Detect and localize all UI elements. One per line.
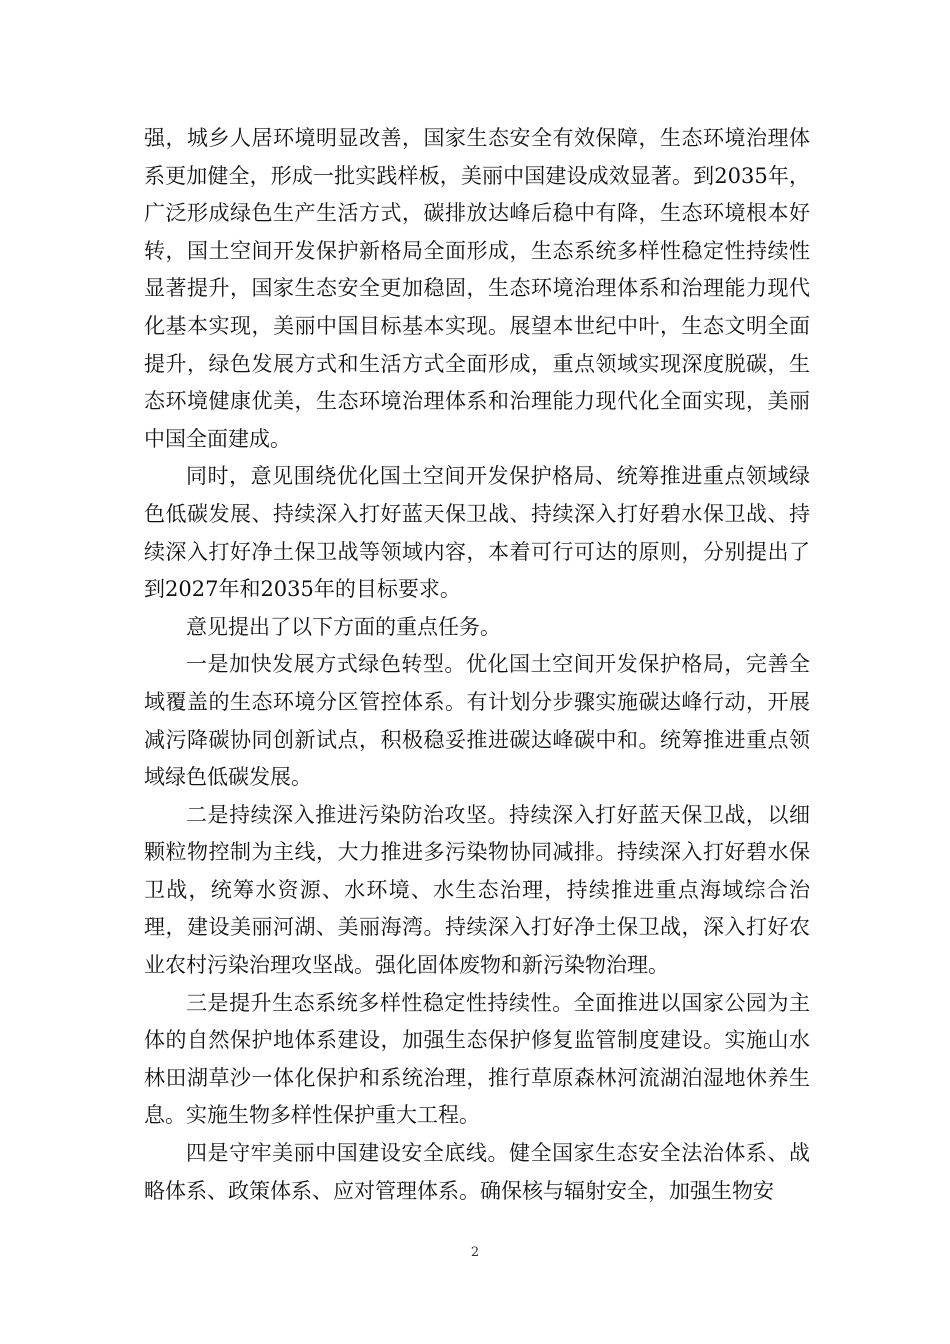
document-body: [144, 120, 810, 1210]
paragraph-4: 一是加快发展方式绿色转型。优化国土空间开发保护格局，完善全域覆盖的生态环境分区管控体系。有计划分步骤实施碳达峰行动，开展减污降碳协同创新试点，积极稳妥推进碳达峰碳中和。统筹推进重点领域绿色低碳发展。: [144, 652, 810, 790]
page-number: 2: [470, 1245, 480, 1260]
paragraph-5: 二是持续深入推进污染防治攻坚。持续深入打好蓝天保卫战，以细颗粒物控制为主线，大力推进多污染物协同减排。持续深入打好碧水保卫战，统筹水资源、水环境、水生态治理，持续推进重点海域综合治理，建设美丽河湖、美丽海湾。持续深入打好净土保卫战，深入打好农业农村污染治理攻坚战。强化固体废物和新污染物治理。: [144, 802, 810, 978]
paragraph-3: 意见提出了以下方面的重点任务。: [186, 614, 501, 639]
paragraph-1: 强，城乡人居环境明显改善，国家生态安全有效保障，生态环境治理体系更加健全，形成一批实践样板，美丽中国建设成效显著。到2035年，广泛形成绿色生产生活方式，碳排放达峰后稳中有降，生态环境根本好转，国土空间开发保护新格局全面形成，生态系统多样性稳定性持续性显著提升，国家生态安全更加稳固，生态环境治理体系和治理能力现代化基本实现，美丽中国目标基本实现。展望本世纪中叶，生态文明全面提升，绿色发展方式和生活方式全面形成，重点领域实现深度脱碳，生态环境健康优美，生态环境治理体系和治理能力现代化全面实现，美丽中国全面建成。: [144, 126, 810, 451]
paragraph-7: 四是守牢美丽中国建设安全底线。健全国家生态安全法治体系、战略体系、政策体系、应对管理体系。确保核与辐射安全，加强生物安: [144, 1141, 810, 1203]
paragraph-2: 同时，意见围绕优化国土空间开发保护格局、统筹推进重点领域绿色低碳发展、持续深入打好蓝天保卫战、持续深入打好碧水保卫战、持续深入打好净土保卫战等领域内容，本着可行可达的原则，分别提出了到2027年和2035年的目标要求。: [144, 464, 810, 602]
paragraph-6: 三是提升生态系统多样性稳定性持续性。全面推进以国家公园为主体的自然保护地体系建设，加强生态保护修复监管制度建设。实施山水林田湖草沙一体化保护和系统治理，推行草原森林河流湖泊湿地休养生息。实施生物多样性保护重大工程。: [144, 990, 810, 1128]
